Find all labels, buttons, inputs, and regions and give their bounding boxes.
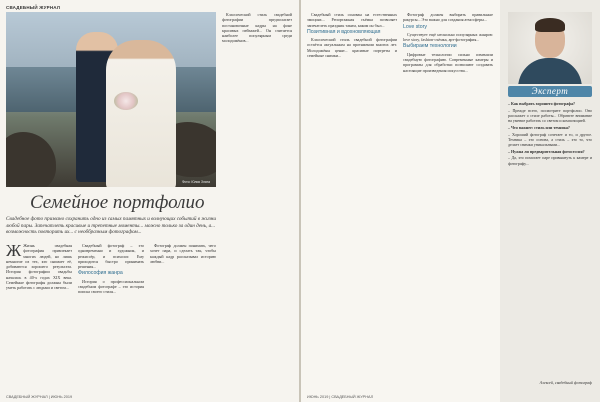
text-column bbox=[307, 12, 397, 60]
column-text: Свадебный стиль основан на естественных эмоциях... Репортажная съёмка позволяет запечатлеть праздник таким, каким он был... bbox=[307, 12, 397, 28]
text-column bbox=[6, 243, 72, 292]
left-page bbox=[0, 0, 299, 402]
interview-answer: – Хороший фотограф сочетает и то, и другое. Техника – это основа, а стиль – это то, что делает снимки уникальными... bbox=[508, 131, 592, 147]
text-column bbox=[222, 12, 292, 45]
text-column bbox=[78, 243, 144, 296]
article-title: Семейное портфолио bbox=[30, 192, 205, 213]
bouquet bbox=[114, 92, 138, 110]
running-header: СВАДЕБНЫЙ ЖУРНАЛ bbox=[6, 5, 61, 10]
text-column bbox=[403, 12, 493, 74]
drop-cap: Ж bbox=[6, 241, 22, 260]
column-text: Классический стиль свадебной фотографии предполагает постановочные кадры на фоне красивых пейзажей... Он считается наиболее популярным среди молодожёнов... bbox=[222, 12, 292, 44]
interview-question: – Как выбрать хорошего фотографа? bbox=[508, 101, 576, 106]
expert-portrait bbox=[508, 12, 592, 84]
interview-answer: – Прежде всего, посмотрите портфолио. Оно расскажет о стиле работы... Обратите внимание на умение работать со светом и композицией. bbox=[508, 107, 592, 124]
column-text: Жизнь свадебная фотография привлекает многих людей, но лишь немногие из тех, кто снимает её, добиваются хорошего результата. История фотографии свадьбы началась в 40-х годах XIX века. Семейные фотографы должны были уметь работать с людьми и светом... bbox=[6, 243, 72, 291]
section-heading: Love story bbox=[403, 23, 427, 30]
column-text: Существует ещё несколько популярных жанров: love story, fashion-съёмка, арт-фотография... bbox=[403, 31, 493, 43]
right-page bbox=[301, 0, 600, 402]
section-heading: Выбираем технологии bbox=[403, 43, 457, 50]
wedding-photo bbox=[6, 12, 216, 187]
interview-answer: – Да, это помогает паре привыкнуть к камере и фотографу... bbox=[508, 155, 592, 166]
photo-credit: Фото: Юлия Злата bbox=[181, 180, 210, 184]
column-text: Фотограф должен понимать, чего хочет пара, и сделать так, чтобы каждый кадр рассказывал историю любви... bbox=[150, 243, 216, 264]
portrait-hair bbox=[535, 18, 565, 32]
section-heading: Философия жанра bbox=[78, 270, 123, 277]
column-text: Свадебный фотограф – это одновременно и художник, и режиссёр, и психолог. Ему приходится быстро принимать решения... bbox=[78, 243, 144, 270]
text-column bbox=[150, 243, 216, 266]
interview-question: – Что важнее: стиль или техника? bbox=[508, 124, 570, 130]
column-text: Классический стиль свадебной фотографии остаётся актуальным на протяжении многих лет. Молодожёны ценят... красивые портреты и семейные снимки... bbox=[307, 37, 397, 59]
column-text: Фотограф должен выбирать правильные ракурсы... Это важно для создания атмосферы... bbox=[403, 12, 493, 23]
section-heading: Позитивная и вдохновляющая bbox=[307, 28, 381, 35]
expert-signature: Алексей, свадебный фотограф bbox=[539, 380, 592, 385]
expert-sidebar bbox=[500, 0, 600, 402]
rock-shape bbox=[6, 132, 56, 187]
column-text: История о профессиональном свадебном фотографе – это история поиска своего стиля... bbox=[78, 278, 144, 295]
article-lead: Свадебное фото призвано сохранить одно из самых памятных и волнующих событий в жизни любой пары. Запечатлеть красивые и трепетные моменты... можно только за один день, а... возможность повторить их... с необбразным фотографом... bbox=[6, 216, 216, 236]
portrait-shoulders bbox=[518, 58, 582, 84]
page-footer: ИЮНЬ 2019 | СВАДЕБНЫЙ ЖУРНАЛ bbox=[307, 395, 374, 399]
page-footer: СВАДЕБНЫЙ ЖУРНАЛ | ИЮНЬ 2019 bbox=[6, 395, 73, 399]
bride-figure bbox=[106, 40, 176, 187]
column-text: Цифровые технологии сильно изменили свадебную фотографию. Современные камеры и программы для обработки позволяют создавать настоящие произведения искусства... bbox=[403, 51, 493, 73]
expert-banner bbox=[508, 86, 592, 97]
interview-question: – Нужна ли предварительная фотосессия? bbox=[508, 148, 585, 154]
expert-interview bbox=[508, 101, 592, 167]
expert-label: Эксперт bbox=[531, 86, 569, 96]
